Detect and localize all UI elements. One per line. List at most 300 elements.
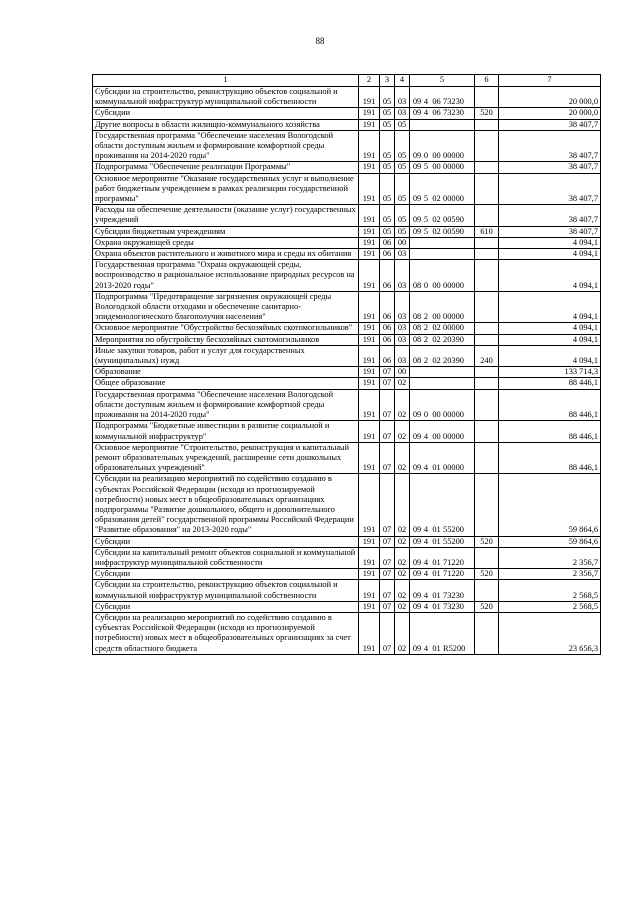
target-article-code [410, 205, 475, 226]
table-row [93, 421, 601, 442]
table-row [93, 378, 601, 389]
program-code: 09 [412, 569, 422, 579]
section-code: 05 [380, 130, 395, 162]
amount: 88 446,1 [499, 378, 601, 389]
subprogram-code: 4 [423, 536, 429, 546]
ministry-code: 191 [359, 87, 380, 108]
ministry-code: 191 [359, 474, 380, 536]
header-cell: 7 [499, 75, 601, 87]
direction-code: 73230 [443, 601, 464, 611]
direction-code: 00000 [443, 431, 464, 441]
subsection-code: 03 [395, 87, 410, 108]
activity-code: 00 [432, 280, 441, 290]
program-code: 08 [412, 312, 422, 322]
amount: 38 407,7 [499, 205, 601, 226]
ministry-code: 191 [359, 378, 380, 389]
program-code: 08 [412, 323, 422, 333]
expense-name: Основное мероприятие "Строительство, реконструкция и капитальный ремонт образовательных учреждений, расширение сети дошкольных образовательных учреждений" [93, 442, 359, 474]
expense-name: Другие вопросы в области жилищно-коммунального хозяйства [93, 119, 359, 130]
expense-name: Охрана объектов растительного и животного мира и среды их обитания [93, 249, 359, 260]
ministry-code: 191 [359, 162, 380, 173]
amount: 38 407,7 [499, 173, 601, 205]
expense-name: Основное мероприятие "Оказание государственных услуг и выполнение работ бюджетным учреждением в рамках реализации государственной программы" [93, 173, 359, 205]
amount: 133 714,3 [499, 367, 601, 378]
activity-code: 01 [432, 590, 441, 600]
subsection-code: 02 [395, 580, 410, 601]
amount: 4 094,1 [499, 345, 601, 366]
header-cell: 5 [410, 75, 475, 87]
expense-type-code [475, 474, 499, 536]
amount: 38 407,7 [499, 162, 601, 173]
program-code: 09 [412, 162, 422, 172]
subsection-code: 03 [395, 291, 410, 323]
ministry-code: 191 [359, 130, 380, 162]
subprogram-code: 4 [423, 97, 429, 107]
amount: 2 356,7 [499, 547, 601, 568]
target-article-code [410, 260, 475, 292]
subsection-code: 02 [395, 601, 410, 612]
amount: 2 568,5 [499, 580, 601, 601]
amount: 2 568,5 [499, 601, 601, 612]
direction-code: 73230 [443, 108, 464, 118]
direction-code: 00000 [443, 162, 464, 172]
subprogram-code: 4 [423, 431, 429, 441]
subprogram-code: 4 [423, 643, 429, 653]
expense-name: Субсидии на реализацию мероприятий по содействию созданию в субъектах Российской Федерации (исходя из прогнозируемой потребности) новых мест в общеобразовательных организациях за счет средств областного бюджета [93, 612, 359, 654]
expense-name: Субсидии на строительство, реконструкцию объектов социальной и коммунальной инфраструктур муниципальной собственности [93, 87, 359, 108]
expense-name: Расходы на обеспечение деятельности (оказание услуг) государственных учреждений [93, 205, 359, 226]
activity-code: 00 [432, 151, 441, 161]
activity-code: 06 [432, 97, 441, 107]
expense-type-code [475, 205, 499, 226]
expense-type-code [475, 162, 499, 173]
expense-type-code [475, 291, 499, 323]
table-row [93, 87, 601, 108]
subsection-code: 02 [395, 612, 410, 654]
section-code: 07 [380, 367, 395, 378]
expense-name: Образование [93, 367, 359, 378]
expense-type-code [475, 442, 499, 474]
section-code: 07 [380, 580, 395, 601]
expense-type-code [475, 421, 499, 442]
subprogram-code: 4 [423, 557, 429, 567]
expense-type-code [475, 119, 499, 130]
program-code: 09 [412, 601, 422, 611]
subsection-code: 02 [395, 547, 410, 568]
section-code: 06 [380, 291, 395, 323]
program-code: 09 [412, 108, 422, 118]
expense-name: Субсидии на строительство, реконструкцию объектов социальной и коммунальной инфраструктур муниципальной собственности [93, 580, 359, 601]
direction-code: 00000 [443, 410, 464, 420]
program-code: 09 [412, 525, 422, 535]
amount: 20 000,0 [499, 87, 601, 108]
subprogram-code: 2 [423, 323, 429, 333]
section-code: 05 [380, 226, 395, 237]
target-article-code [410, 237, 475, 248]
amount: 4 094,1 [499, 260, 601, 292]
amount: 4 094,1 [499, 334, 601, 345]
table-row [93, 108, 601, 119]
amount: 38 407,7 [499, 130, 601, 162]
target-article-code [410, 536, 475, 547]
target-article-code [410, 442, 475, 474]
section-code: 06 [380, 237, 395, 248]
expense-type-code [475, 378, 499, 389]
target-article-code [410, 249, 475, 260]
table-row [93, 162, 601, 173]
table-row [93, 367, 601, 378]
table-row [93, 260, 601, 292]
table-row [93, 612, 601, 654]
subprogram-code: 4 [423, 601, 429, 611]
subsection-code: 03 [395, 323, 410, 334]
table-row [93, 291, 601, 323]
expense-name: Охрана окружающей среды [93, 237, 359, 248]
ministry-code: 191 [359, 389, 380, 421]
amount: 88 446,1 [499, 421, 601, 442]
ministry-code: 191 [359, 367, 380, 378]
expense-type-code: 240 [475, 345, 499, 366]
subsection-code: 03 [395, 334, 410, 345]
activity-code: 01 [432, 643, 441, 653]
section-code: 06 [380, 334, 395, 345]
ministry-code: 191 [359, 612, 380, 654]
program-code: 09 [412, 463, 422, 473]
ministry-code: 191 [359, 119, 380, 130]
section-code: 06 [380, 260, 395, 292]
table-row [93, 119, 601, 130]
subsection-code: 02 [395, 569, 410, 580]
subsection-code: 05 [395, 226, 410, 237]
subsection-code: 03 [395, 108, 410, 119]
header-cell: 2 [359, 75, 380, 87]
subprogram-code: 4 [423, 569, 429, 579]
table-row [93, 569, 601, 580]
subprogram-code: 5 [423, 194, 429, 204]
amount: 23 656,3 [499, 612, 601, 654]
ministry-code: 191 [359, 173, 380, 205]
header-row [93, 75, 601, 87]
direction-code: 55200 [443, 525, 464, 535]
target-article-code [410, 547, 475, 568]
ministry-code: 191 [359, 260, 380, 292]
expense-type-code [475, 260, 499, 292]
section-code: 06 [380, 249, 395, 260]
target-article-code [410, 612, 475, 654]
activity-code: 01 [432, 601, 441, 611]
table-row [93, 536, 601, 547]
amount: 20 000,0 [499, 108, 601, 119]
subprogram-code: 4 [423, 590, 429, 600]
target-article-code [410, 421, 475, 442]
subsection-code: 05 [395, 205, 410, 226]
program-code: 08 [412, 280, 422, 290]
target-article-code [410, 173, 475, 205]
subsection-code: 05 [395, 162, 410, 173]
activity-code: 02 [432, 215, 441, 225]
direction-code: 00000 [443, 463, 464, 473]
direction-code: 71220 [443, 569, 464, 579]
activity-code: 00 [432, 162, 441, 172]
section-code: 05 [380, 205, 395, 226]
program-code: 08 [412, 356, 422, 366]
expense-type-code [475, 334, 499, 345]
subprogram-code: 0 [423, 410, 429, 420]
subprogram-code: 0 [423, 280, 429, 290]
section-code: 05 [380, 87, 395, 108]
subprogram-code: 5 [423, 226, 429, 236]
target-article-code [410, 367, 475, 378]
header-cell: 4 [395, 75, 410, 87]
section-code: 06 [380, 323, 395, 334]
target-article-code [410, 389, 475, 421]
expense-type-code: 520 [475, 108, 499, 119]
amount: 4 094,1 [499, 291, 601, 323]
section-code: 05 [380, 108, 395, 119]
target-article-code [410, 580, 475, 601]
section-code: 07 [380, 569, 395, 580]
program-code: 09 [412, 194, 422, 204]
table-row [93, 205, 601, 226]
expense-name: Государственная программа "Охрана окружающей среды, воспроизводство и рациональное использование природных ресурсов на 2013-2020 годы" [93, 260, 359, 292]
direction-code: 00590 [443, 226, 464, 236]
table-row [93, 130, 601, 162]
program-code: 09 [412, 590, 422, 600]
expense-type-code: 610 [475, 226, 499, 237]
ministry-code: 191 [359, 334, 380, 345]
expense-type-code [475, 87, 499, 108]
target-article-code [410, 323, 475, 334]
section-code: 05 [380, 173, 395, 205]
table-row [93, 601, 601, 612]
header-cell: 6 [475, 75, 499, 87]
direction-code: 00000 [443, 151, 464, 161]
program-code: 09 [412, 431, 422, 441]
expense-name: Субсидии на капитальный ремонт объектов социальной и коммунальной инфраструктур муниципальной собственности [93, 547, 359, 568]
expense-name: Субсидии [93, 108, 359, 119]
activity-code: 01 [432, 569, 441, 579]
subsection-code: 05 [395, 130, 410, 162]
subsection-code: 03 [395, 249, 410, 260]
expense-name: Общее образование [93, 378, 359, 389]
expense-type-code [475, 547, 499, 568]
subprogram-code: 5 [423, 215, 429, 225]
section-code: 05 [380, 119, 395, 130]
section-code: 06 [380, 345, 395, 366]
activity-code: 06 [432, 108, 441, 118]
activity-code: 01 [432, 557, 441, 567]
subsection-code: 02 [395, 536, 410, 547]
ministry-code: 191 [359, 226, 380, 237]
expense-type-code [475, 580, 499, 601]
subsection-code: 02 [395, 442, 410, 474]
target-article-code [410, 162, 475, 173]
expense-type-code [475, 237, 499, 248]
subsection-code: 02 [395, 421, 410, 442]
program-code: 09 [412, 410, 422, 420]
activity-code: 02 [432, 323, 441, 333]
program-code: 08 [412, 334, 422, 344]
expense-type-code: 520 [475, 536, 499, 547]
subsection-code: 02 [395, 389, 410, 421]
direction-code: 73230 [443, 97, 464, 107]
amount: 88 446,1 [499, 442, 601, 474]
target-article-code [410, 601, 475, 612]
subprogram-code: 0 [423, 151, 429, 161]
direction-code: 20390 [443, 334, 464, 344]
expense-name: Подпрограмма "Бюджетные инвестиции в развитие социальной и коммунальной инфраструктур" [93, 421, 359, 442]
ministry-code: 191 [359, 421, 380, 442]
expense-name: Субсидии [93, 601, 359, 612]
direction-code: 20390 [443, 356, 464, 366]
amount: 2 356,7 [499, 569, 601, 580]
ministry-code: 191 [359, 205, 380, 226]
header-cell: 3 [380, 75, 395, 87]
section-code: 07 [380, 612, 395, 654]
direction-code: 00000 [443, 323, 464, 333]
program-code: 09 [412, 536, 422, 546]
expense-name: Субсидии на реализацию мероприятий по содействию созданию в субъектах Российской Федерации (исходя из прогнозируемой потребности) новых мест в общеобразовательных организациях подпрограммы "Развитие дошкольного, общего и дополнительного образования детей" государственной программы Российской Федерации "Развитие образования" на 2013-2020 годы" [93, 474, 359, 536]
activity-code: 01 [432, 463, 441, 473]
target-article-code [410, 291, 475, 323]
activity-code: 01 [432, 525, 441, 535]
section-code: 07 [380, 474, 395, 536]
expense-type-code [475, 249, 499, 260]
subprogram-code: 2 [423, 356, 429, 366]
subsection-code: 03 [395, 260, 410, 292]
section-code: 07 [380, 536, 395, 547]
expense-name: Государственная программа "Обеспечение населения Вологодской области доступным жильем и формирование комфортной среды проживания на 2014-2020 годы" [93, 130, 359, 162]
expense-type-code: 520 [475, 601, 499, 612]
amount: 38 407,7 [499, 226, 601, 237]
expense-type-code [475, 367, 499, 378]
table-body [93, 87, 601, 655]
table-row [93, 580, 601, 601]
target-article-code [410, 87, 475, 108]
activity-code: 01 [432, 536, 441, 546]
activity-code: 00 [432, 312, 441, 322]
ministry-code: 191 [359, 580, 380, 601]
subprogram-code: 4 [423, 108, 429, 118]
direction-code: 71220 [443, 557, 464, 567]
section-code: 05 [380, 162, 395, 173]
ministry-code: 191 [359, 345, 380, 366]
subsection-code: 02 [395, 378, 410, 389]
ministry-code: 191 [359, 237, 380, 248]
expense-name: Иные закупки товаров, работ и услуг для государственных (муниципальных) нужд [93, 345, 359, 366]
table-row [93, 547, 601, 568]
section-code: 07 [380, 378, 395, 389]
amount: 59 864,6 [499, 474, 601, 536]
expense-name: Подпрограмма "Обеспечение реализации Программы" [93, 162, 359, 173]
section-code: 07 [380, 601, 395, 612]
target-article-code [410, 130, 475, 162]
program-code: 09 [412, 557, 422, 567]
ministry-code: 191 [359, 536, 380, 547]
target-article-code [410, 119, 475, 130]
expense-name: Субсидии [93, 536, 359, 547]
expense-type-code [475, 130, 499, 162]
program-code: 09 [412, 215, 422, 225]
expense-name: Субсидии [93, 569, 359, 580]
activity-code: 00 [432, 410, 441, 420]
subsection-code: 02 [395, 474, 410, 536]
amount: 4 094,1 [499, 237, 601, 248]
amount: 4 094,1 [499, 249, 601, 260]
table-row [93, 334, 601, 345]
target-article-code [410, 108, 475, 119]
section-code: 07 [380, 442, 395, 474]
ministry-code: 191 [359, 601, 380, 612]
subprogram-code: 4 [423, 525, 429, 535]
amount: 59 864,6 [499, 536, 601, 547]
table-row [93, 474, 601, 536]
section-code: 07 [380, 421, 395, 442]
subsection-code: 05 [395, 173, 410, 205]
subsection-code: 00 [395, 237, 410, 248]
subsection-code: 05 [395, 119, 410, 130]
expense-name: Подпрограмма "Предотвращение загрязнения окружающей среды Вологодской области отходами и обеспечение санитарно-эпидемиологического благополучия населения" [93, 291, 359, 323]
subsection-code: 00 [395, 367, 410, 378]
table-row [93, 323, 601, 334]
program-code: 09 [412, 643, 422, 653]
subsection-code: 03 [395, 345, 410, 366]
expense-type-code [475, 612, 499, 654]
target-article-code [410, 345, 475, 366]
direction-code: 00590 [443, 215, 464, 225]
amount: 4 094,1 [499, 323, 601, 334]
target-article-code [410, 226, 475, 237]
amount: 38 407,7 [499, 119, 601, 130]
expense-type-code [475, 389, 499, 421]
direction-code: R5200 [443, 643, 466, 653]
expense-name: Мероприятия по обустройству бесхозяйных скотомогильников [93, 334, 359, 345]
expense-name: Основное мероприятие "Обустройство бесхозяйных скотомогильников" [93, 323, 359, 334]
subprogram-code: 5 [423, 162, 429, 172]
section-code: 07 [380, 547, 395, 568]
direction-code: 55200 [443, 536, 464, 546]
page-number: 88 [315, 36, 325, 46]
budget-table [92, 74, 601, 655]
ministry-code: 191 [359, 323, 380, 334]
expense-type-code [475, 323, 499, 334]
direction-code: 73230 [443, 590, 464, 600]
target-article-code [410, 334, 475, 345]
subprogram-code: 2 [423, 312, 429, 322]
activity-code: 02 [432, 334, 441, 344]
direction-code: 00000 [443, 194, 464, 204]
subprogram-code: 4 [423, 463, 429, 473]
table-row [93, 173, 601, 205]
target-article-code [410, 378, 475, 389]
section-code: 07 [380, 389, 395, 421]
ministry-code: 191 [359, 291, 380, 323]
activity-code: 00 [432, 431, 441, 441]
table-row [93, 389, 601, 421]
program-code: 09 [412, 226, 422, 236]
subprogram-code: 2 [423, 334, 429, 344]
activity-code: 02 [432, 226, 441, 236]
table-row [93, 345, 601, 366]
header-cell: 1 [93, 75, 359, 87]
expense-name: Государственная программа "Обеспечение населения Вологодской области доступным жильем и формирование комфортной среды проживания на 2014-2020 годы" [93, 389, 359, 421]
table-row [93, 442, 601, 474]
table-row [93, 226, 601, 237]
ministry-code: 191 [359, 547, 380, 568]
ministry-code: 191 [359, 108, 380, 119]
ministry-code: 191 [359, 442, 380, 474]
target-article-code [410, 474, 475, 536]
